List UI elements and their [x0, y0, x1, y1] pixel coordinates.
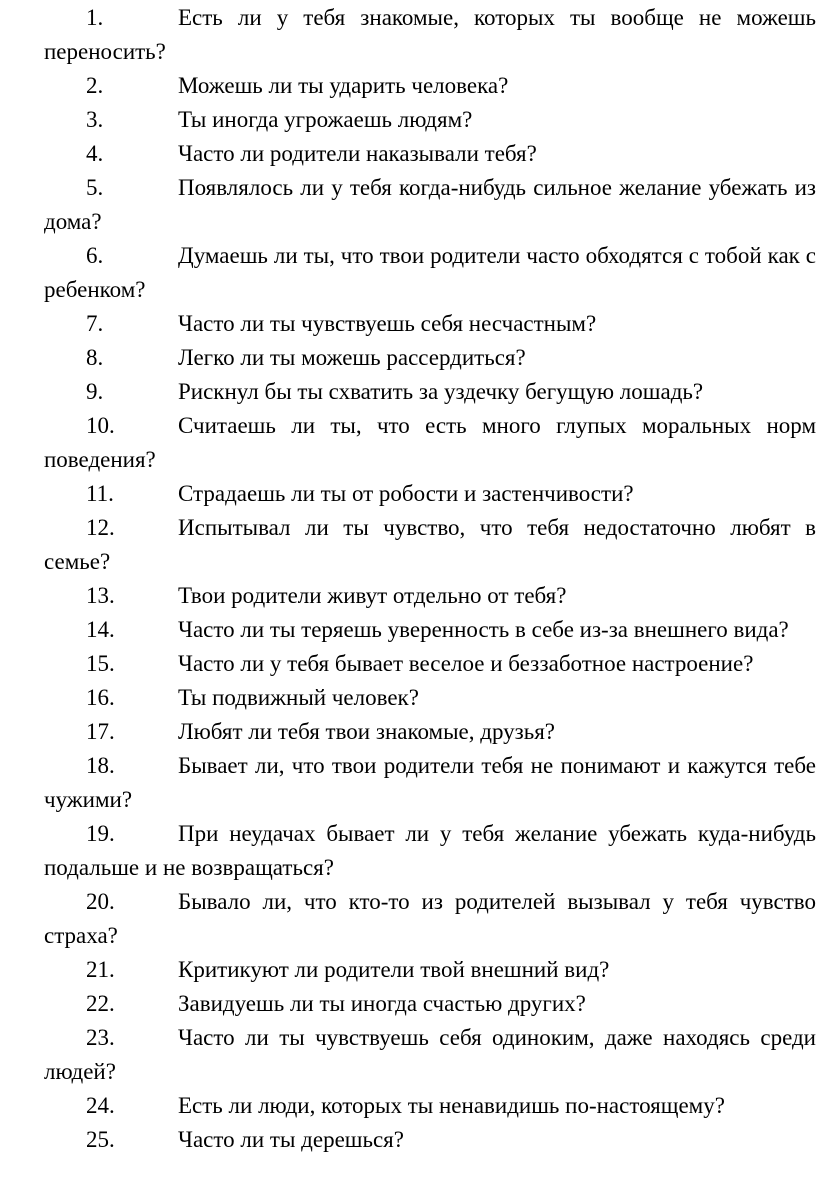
question-number: 19. [86, 821, 115, 846]
question-item [44, 817, 816, 885]
question-text: Легко ли ты можешь рассердиться? [178, 345, 526, 370]
question-number: 9. [86, 379, 104, 404]
question-number: 5. [86, 175, 104, 200]
question-item [44, 69, 816, 103]
question-text: Часто ли ты дерешься? [178, 1127, 404, 1152]
question-text: Думаешь ли ты, что твои родители часто обходятся с тобой как с ребенком? [44, 243, 816, 302]
question-number: 1. [86, 5, 104, 30]
question-text: Ты подвижный человек? [178, 685, 419, 710]
question-number: 10. [86, 413, 115, 438]
question-item [44, 953, 816, 987]
question-number: 16. [86, 685, 115, 710]
question-item [44, 341, 816, 375]
question-item [44, 477, 816, 511]
question-number: 12. [86, 515, 115, 540]
question-item [44, 1123, 816, 1157]
question-item [44, 511, 816, 579]
question-item [44, 409, 816, 477]
question-text: Критикуют ли родители твой внешний вид? [178, 957, 610, 982]
question-item [44, 613, 816, 647]
question-number: 11. [86, 481, 114, 506]
question-item [44, 137, 816, 171]
question-item [44, 375, 816, 409]
question-item [44, 681, 816, 715]
question-text: Рискнул бы ты схватить за уздечку бегущую лошадь? [178, 379, 704, 404]
question-number: 14. [86, 617, 115, 642]
question-number: 8. [86, 345, 104, 370]
question-number: 15. [86, 651, 115, 676]
question-number: 4. [86, 141, 104, 166]
question-item [44, 715, 816, 749]
question-item [44, 307, 816, 341]
question-item [44, 647, 816, 681]
question-item [44, 987, 816, 1021]
question-text: Бывает ли, что твои родители тебя не понимают и кажутся тебе чужими? [44, 753, 816, 812]
question-item [44, 1021, 816, 1089]
question-text: Появлялось ли у тебя когда-нибудь сильное желание убежать из дома? [44, 175, 816, 234]
question-text: Испытывал ли ты чувство, что тебя недостаточно любят в семье? [44, 515, 816, 574]
question-number: 21. [86, 957, 115, 982]
question-number: 3. [86, 107, 104, 132]
question-text: Бывало ли, что кто-то из родителей вызывал у тебя чувство страха? [44, 889, 816, 948]
question-text: Любят ли тебя твои знакомые, друзья? [178, 719, 556, 744]
question-item [44, 171, 816, 239]
question-number: 2. [86, 73, 104, 98]
question-text: Часто ли ты чувствуешь себя одиноким, даже находясь среди людей? [44, 1025, 816, 1084]
question-text: Считаешь ли ты, что есть много глупых моральных норм поведения? [44, 413, 816, 472]
question-number: 25. [86, 1127, 115, 1152]
question-text: Ты иногда угрожаешь людям? [178, 107, 473, 132]
question-text: Можешь ли ты ударить человека? [178, 73, 509, 98]
question-text: Часто ли родители наказывали тебя? [178, 141, 537, 166]
question-text: При неудачах бывает ли у тебя желание убежать куда-нибудь подальше и не возвращаться? [44, 821, 816, 880]
question-text: Есть ли люди, которых ты ненавидишь по-настоящему? [178, 1093, 725, 1118]
question-text: Часто ли у тебя бывает веселое и беззаботное настроение? [178, 651, 754, 676]
question-item [44, 103, 816, 137]
question-text: Твои родители живут отдельно от тебя? [178, 583, 567, 608]
question-list [44, 0, 816, 1157]
question-number: 18. [86, 753, 115, 778]
question-number: 13. [86, 583, 115, 608]
question-item [44, 749, 816, 817]
question-text: Есть ли у тебя знакомые, которых ты вообще не можешь переносить? [44, 5, 816, 64]
question-number: 20. [86, 889, 115, 914]
question-text: Завидуешь ли ты иногда счастью других? [178, 991, 586, 1016]
question-number: 17. [86, 719, 115, 744]
question-number: 23. [86, 1025, 115, 1050]
question-text: Часто ли ты теряешь уверенность в себе из-за внешнего вида? [178, 617, 789, 642]
question-number: 22. [86, 991, 115, 1016]
question-item [44, 239, 816, 307]
question-item [44, 885, 816, 953]
question-number: 7. [86, 311, 104, 336]
question-number: 24. [86, 1093, 115, 1118]
question-number: 6. [86, 243, 104, 268]
question-text: Страдаешь ли ты от робости и застенчивости? [178, 481, 634, 506]
question-item [44, 1089, 816, 1123]
question-item [44, 579, 816, 613]
question-item [44, 1, 816, 69]
question-text: Часто ли ты чувствуешь себя несчастным? [178, 311, 597, 336]
